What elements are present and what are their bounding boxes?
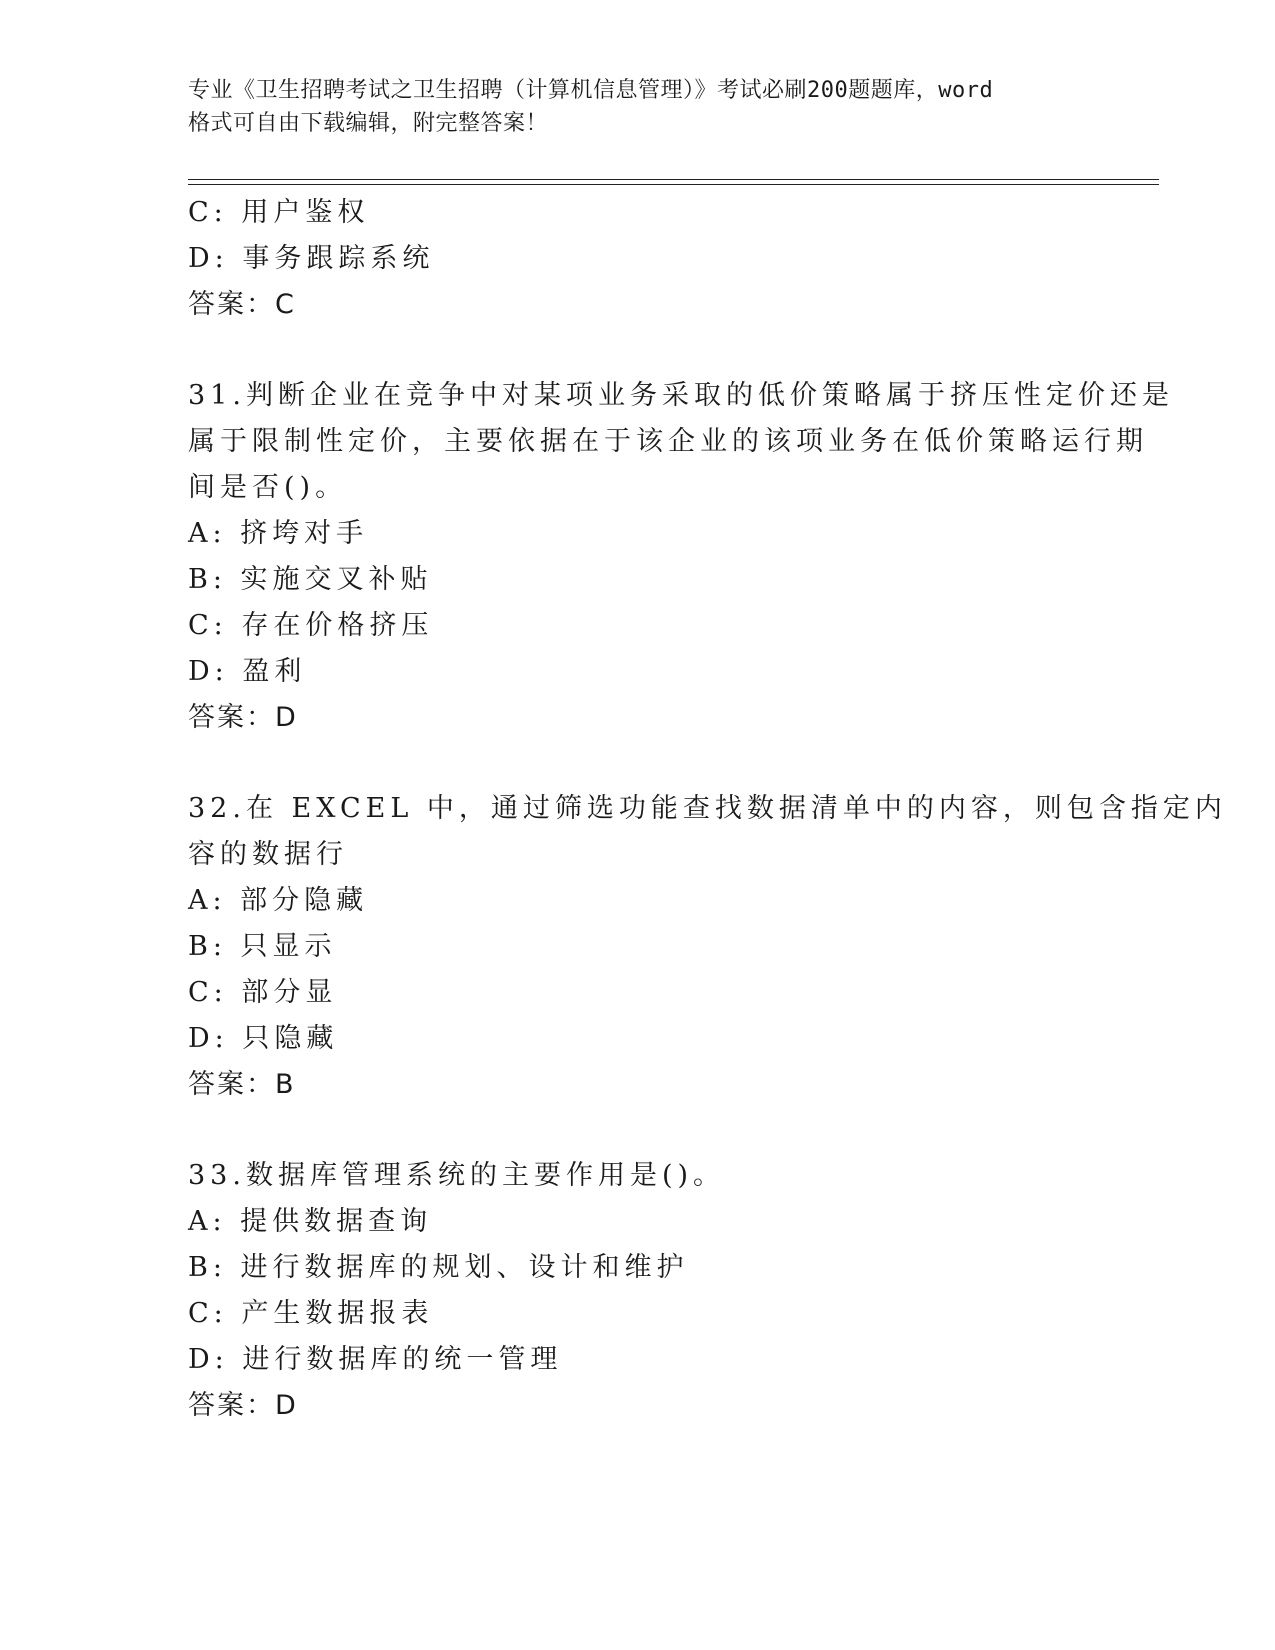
header-line-2: 格式可自由下载编辑，附完整答案！	[188, 111, 549, 136]
option-b: B: 进行数据库的规划、设计和维护	[188, 1252, 689, 1283]
header-divider-top	[188, 179, 1159, 180]
question-list	[188, 190, 1227, 1429]
question-33	[188, 1153, 1088, 1429]
answer-label: 答案：C	[188, 289, 296, 320]
question-stem-line: 31.判断企业在竞争中对某项业务采取的低价策略属于挤压性定价还是	[188, 380, 1174, 411]
header-line-1: 专业《卫生招聘考试之卫生招聘（计算机信息管理）》考试必刷200题题库，word	[188, 78, 994, 103]
option-c: C: 用户鉴权	[188, 197, 370, 228]
answer-label: 答案：B	[188, 1069, 296, 1100]
option-d: D: 进行数据库的统一管理	[188, 1344, 563, 1375]
document-header	[188, 74, 1088, 140]
option-a: A: 挤垮对手	[188, 518, 369, 549]
question-stem-line: 属于限制性定价，主要依据在于该企业的该项业务在低价策略运行期	[188, 426, 1148, 457]
question-31	[188, 373, 1174, 741]
question-stem-line: 间是否()。	[188, 472, 348, 503]
question-stem-line: 33.数据库管理系统的主要作用是()。	[188, 1160, 726, 1191]
question-stem-line: 32.在 EXCEL 中，通过筛选功能查找数据清单中的内容，则包含指定内	[188, 793, 1227, 824]
option-d: D: 盈利	[188, 656, 307, 687]
option-d: D: 事务跟踪系统	[188, 243, 435, 274]
option-c: C: 存在价格挤压	[188, 610, 434, 641]
option-a: A: 提供数据查询	[188, 1206, 433, 1237]
question-stem-line: 容的数据行	[188, 839, 348, 870]
answer-label: 答案：D	[188, 1390, 298, 1421]
option-c: C: 产生数据报表	[188, 1298, 434, 1329]
answer-label: 答案：D	[188, 702, 298, 733]
option-b: B: 只显示	[188, 931, 337, 962]
option-b: B: 实施交叉补贴	[188, 564, 433, 595]
option-d: D: 只隐藏	[188, 1023, 339, 1054]
previous-question	[188, 190, 1088, 328]
option-a: A: 部分隐藏	[188, 885, 369, 916]
option-c: C: 部分显	[188, 977, 338, 1008]
header-divider-bottom	[188, 184, 1159, 185]
question-32	[188, 786, 1227, 1108]
